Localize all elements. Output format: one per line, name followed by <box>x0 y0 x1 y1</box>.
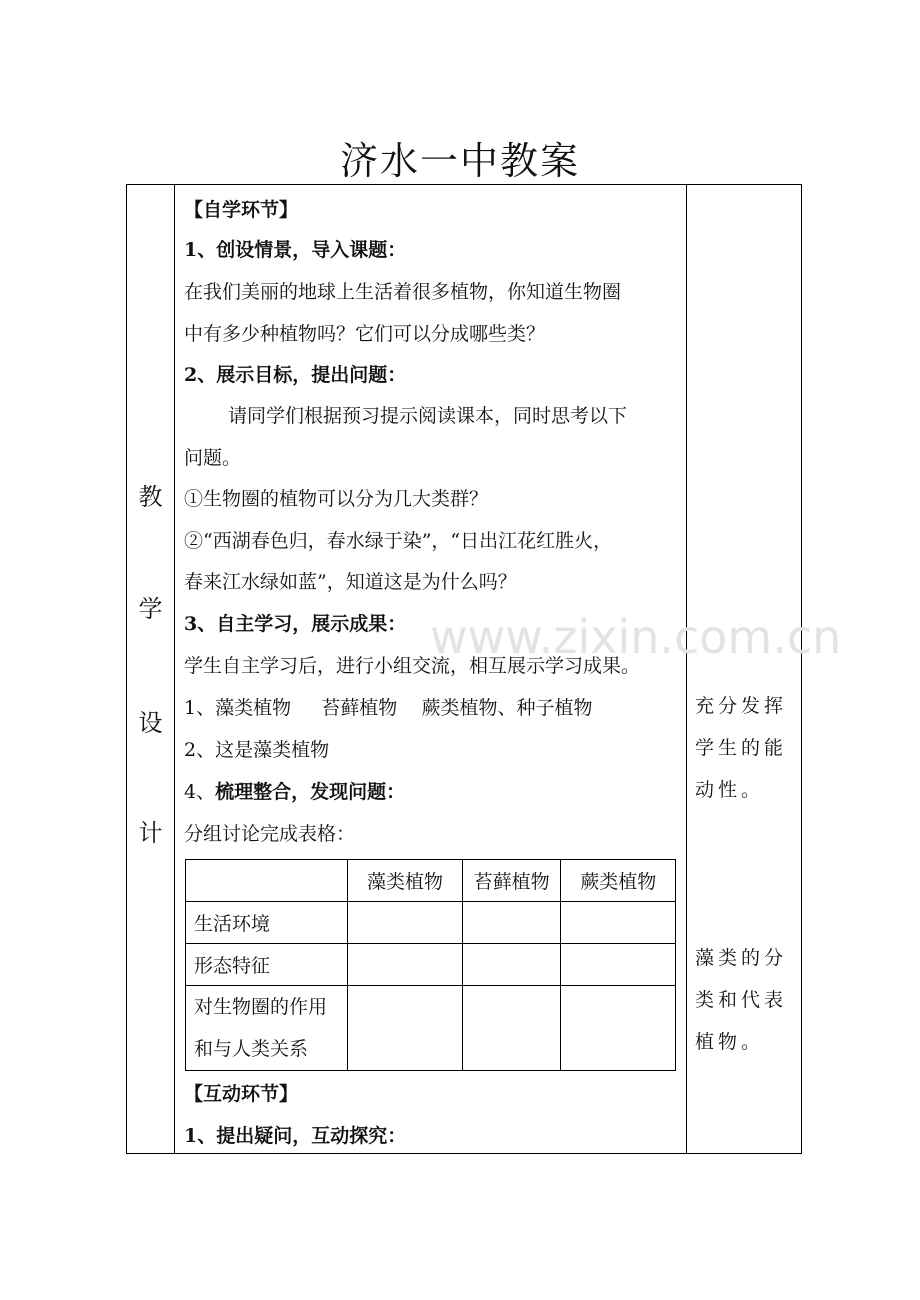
margin-note: 藻类的分类和代表植物。 <box>695 947 788 1053</box>
section-heading: 【互动环节】 <box>184 1083 299 1105</box>
page-title: 济水一中教案 <box>339 139 580 183</box>
table-header-cell: 苔藓植物 <box>462 860 561 902</box>
step-heading: 1、创设情景，导入课题： <box>184 239 407 261</box>
margin-note: 充分发挥学生的能动性。 <box>695 695 788 801</box>
step-heading: 1、提出疑问，互动探究： <box>184 1125 407 1147</box>
watermark: www.zixin.com.cn <box>430 610 842 664</box>
table-row-label: 对生物圈的作用和与人类关系 <box>186 986 348 1071</box>
table-cell <box>462 944 561 986</box>
table-row <box>186 944 676 986</box>
table-cell <box>348 902 463 944</box>
paragraph-line: 在我们美丽的地球上生活着很多植物，你知道生物圈 <box>184 281 622 303</box>
table-row <box>186 986 676 1071</box>
paragraph-line: 学生自主学习后，进行小组交流，相互展示学习成果。 <box>184 655 641 677</box>
table-cell <box>561 986 676 1071</box>
answer-line: 1、藻类植物 苔藓植物 蕨类植物、种子植物 <box>184 697 593 719</box>
paragraph-line: 问题。 <box>184 447 242 469</box>
answer-line: 2、这是藻类植物 <box>184 739 330 761</box>
table-cell <box>561 902 676 944</box>
paragraph-line: 中有多少种植物吗？它们可以分成哪些类？ <box>184 323 546 345</box>
table-header-cell: 藻类植物 <box>348 860 463 902</box>
step-heading <box>184 779 405 805</box>
lesson-plan-table <box>126 184 802 1154</box>
comparison-table <box>185 859 676 1071</box>
step-heading: 3、自主学习，展示成果： <box>184 613 407 635</box>
table-row <box>186 902 676 944</box>
left-column-char: 学 <box>138 595 163 623</box>
column-divider <box>174 185 175 1153</box>
column-divider <box>686 185 687 1153</box>
table-cell <box>462 902 561 944</box>
paragraph-line: 请同学们根据预习提示阅读课本，同时思考以下 <box>228 405 628 427</box>
step-number: 4、 <box>184 781 216 803</box>
table-header-cell: 蕨类植物 <box>561 860 676 902</box>
question-line: ②“西湖春色归，春水绿于染”，“日出江花红胜火， <box>184 530 613 552</box>
left-column-char: 计 <box>138 819 163 847</box>
left-column-char: 教 <box>138 483 163 511</box>
question-line: ①生物圈的植物可以分为几大类群？ <box>184 488 489 510</box>
table-cell <box>348 986 463 1071</box>
step-heading: 2、展示目标，提出问题： <box>184 364 407 386</box>
table-header-row <box>186 860 676 902</box>
table-header-cell <box>186 860 348 902</box>
table-row-label: 生活环境 <box>186 902 348 944</box>
table-cell <box>561 944 676 986</box>
step-heading-text: 梳理整合，发现问题： <box>215 781 406 803</box>
question-line: 春来江水绿如蓝”，知道这是为什么吗？ <box>184 571 517 593</box>
table-row-label: 形态特征 <box>186 944 348 986</box>
paragraph-line: 分组讨论完成表格： <box>184 823 356 845</box>
table-cell <box>462 986 561 1071</box>
section-heading: 【自学环节】 <box>184 199 299 221</box>
left-column-char: 设 <box>138 709 163 737</box>
table-cell <box>348 944 463 986</box>
